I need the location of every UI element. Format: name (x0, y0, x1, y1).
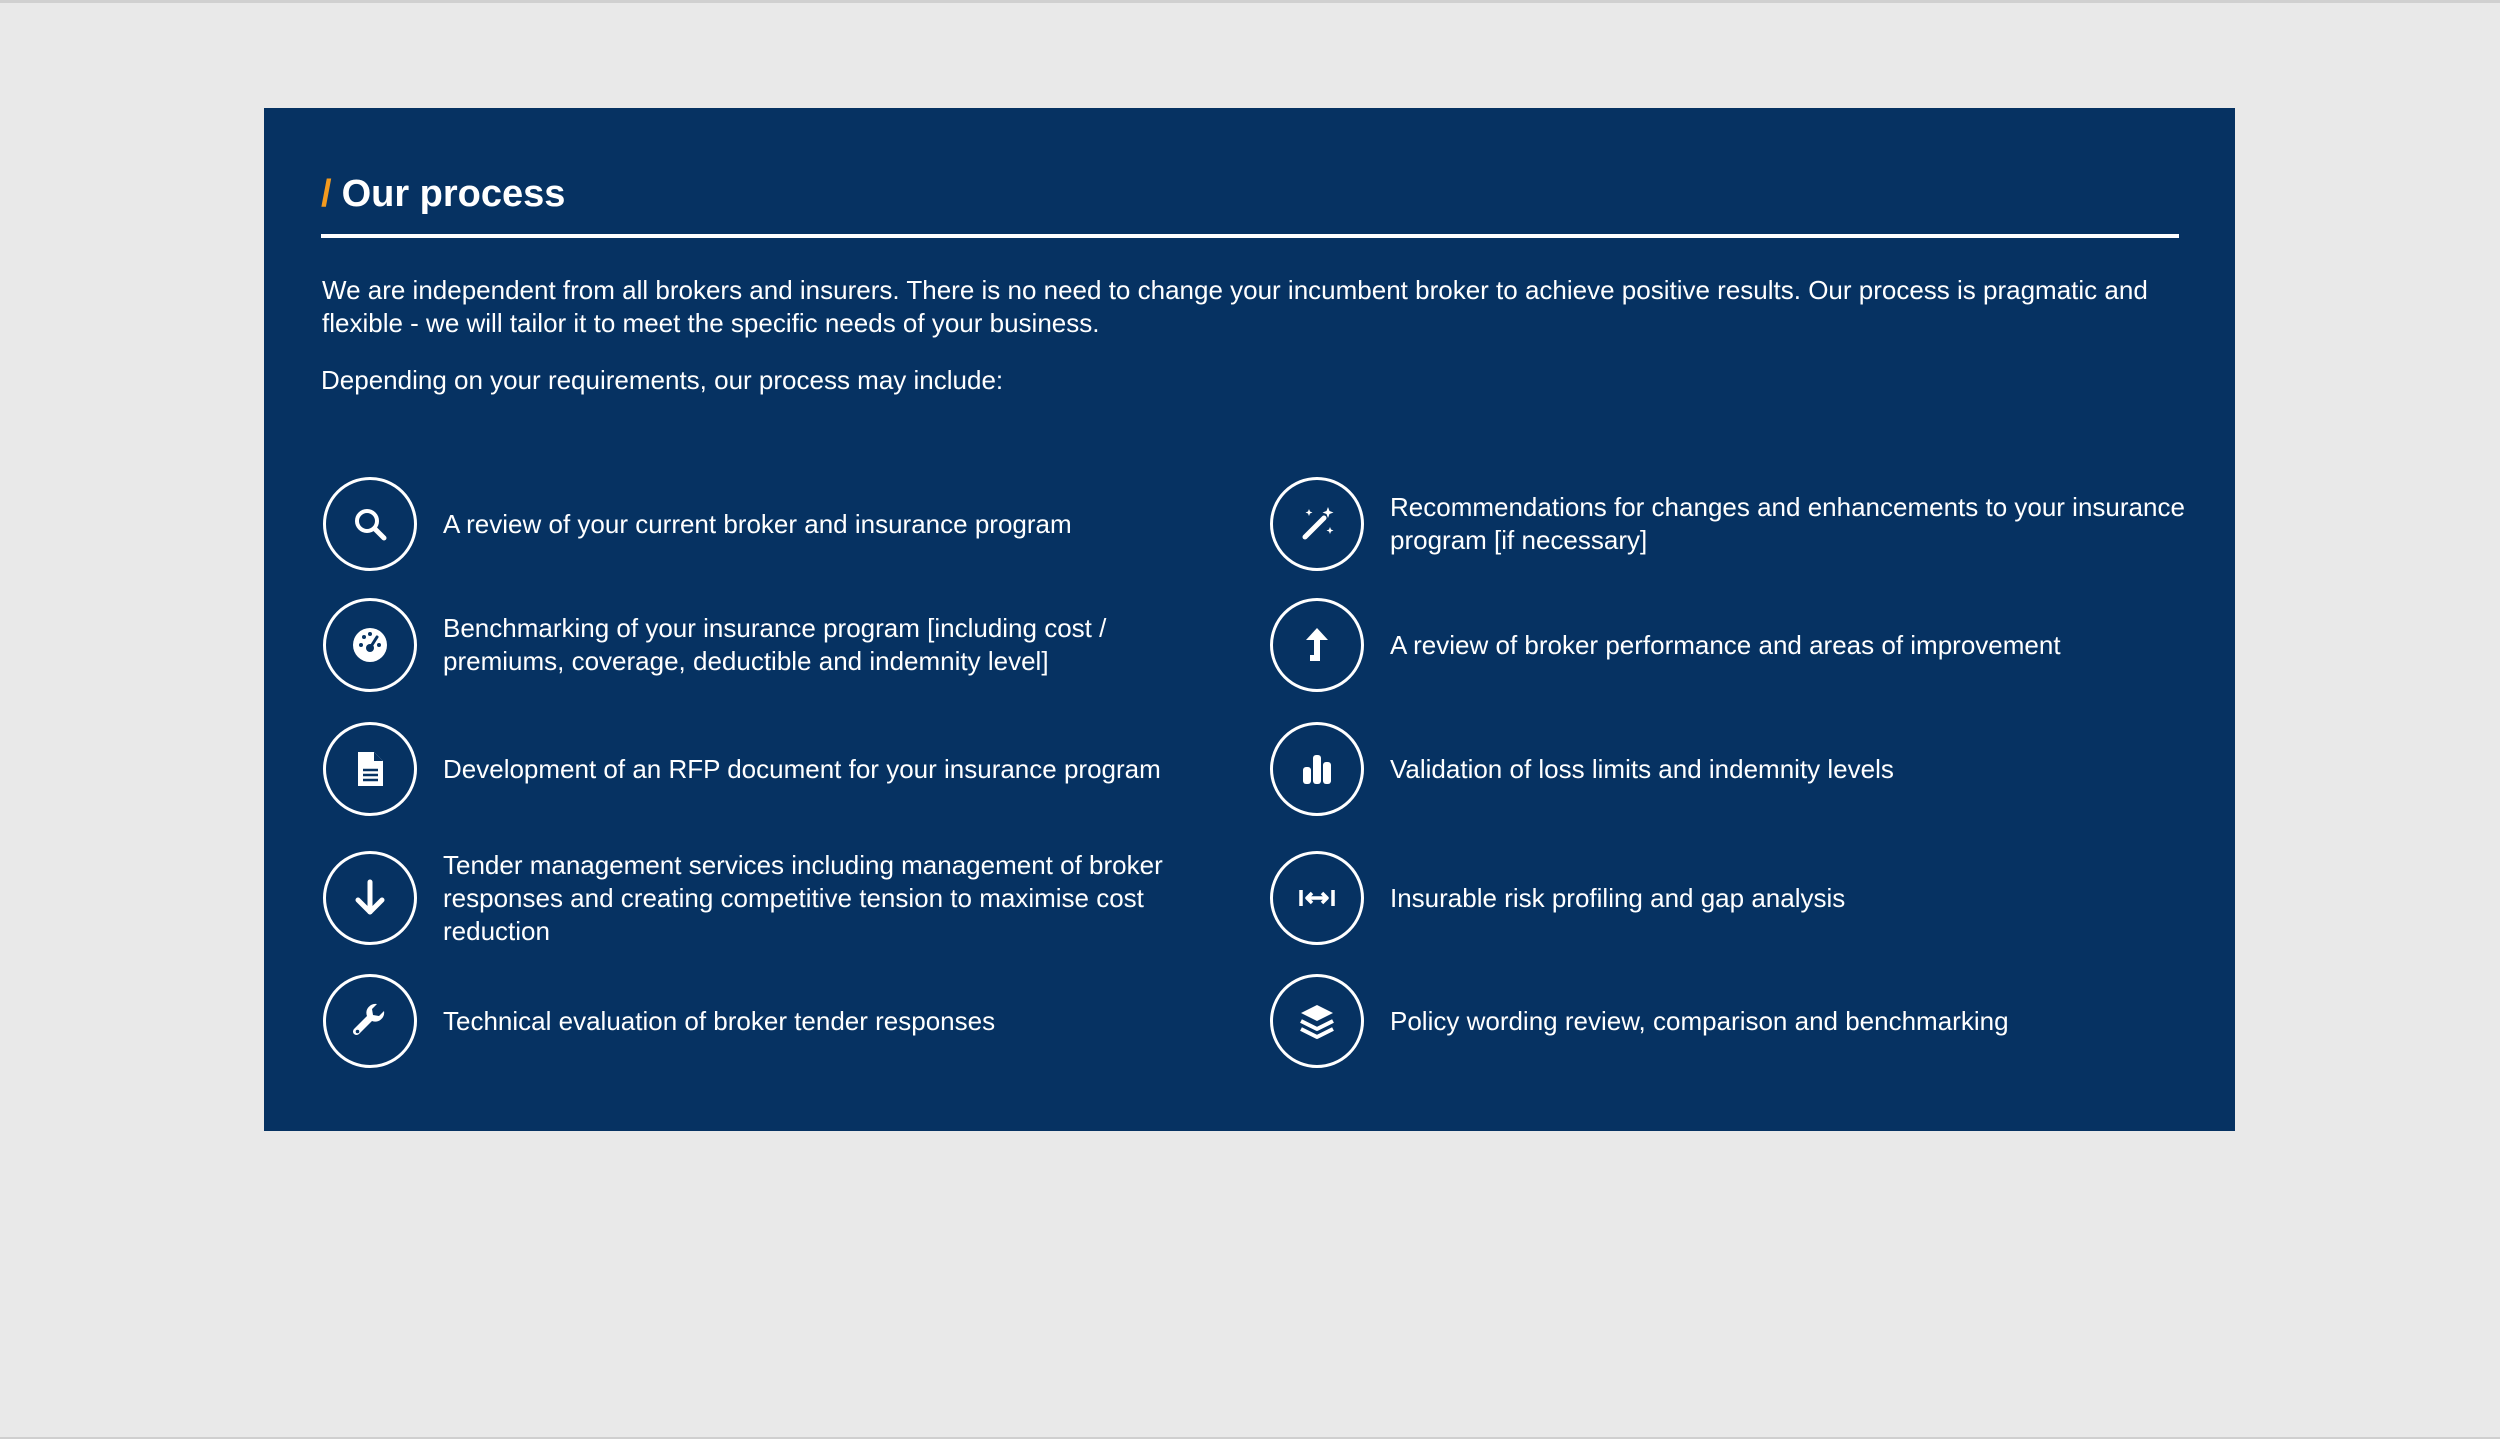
process-item-broker-review (323, 474, 1193, 574)
top-border (0, 0, 2500, 3)
bar-chart-icon (1270, 722, 1364, 816)
section-heading (321, 164, 565, 224)
process-item-text: Technical evaluation of broker tender responses (443, 1005, 996, 1036)
process-item-loss-limits (1270, 719, 2190, 819)
process-item-text: Validation of loss limits and indemnity levels (1390, 753, 1894, 784)
process-item-benchmarking (323, 595, 1193, 695)
process-item-text: A review of broker performance and areas of improvement (1390, 629, 2061, 660)
process-item-text: A review of your current broker and insurance program (443, 508, 1072, 539)
magic-wand-icon (1270, 477, 1364, 571)
process-item-broker-performance (1270, 595, 2190, 695)
section-title: Our process (341, 172, 566, 215)
layers-icon (1270, 974, 1364, 1068)
intro-paragraph: We are independent from all brokers and insurers. There is no need to change your incumbent broker to achieve positive results. Our process is pragmatic and flexible - we will tailor it to meet the specific needs of your business. (322, 275, 2148, 338)
process-item-text: Recommendations for changes and enhancements to your insurance program [if necessary] (1390, 492, 2185, 555)
document-icon (323, 722, 417, 816)
arrow-down-icon (323, 851, 417, 945)
heading-divider (321, 234, 2179, 238)
heading-accent-slash: / (321, 172, 332, 215)
process-item-text: Development of an RFP document for your insurance program (443, 753, 1161, 784)
process-item-text: Insurable risk profiling and gap analysis (1390, 882, 1846, 913)
search-icon (323, 477, 417, 571)
process-item-risk-profiling (1270, 848, 2190, 948)
process-item-technical-evaluation (323, 971, 1193, 1071)
process-item-text: Tender management services including management of broker responses and creating competitive tension to maximise cost reduction (443, 849, 1163, 946)
process-item-tender-management (323, 848, 1193, 948)
process-panel (264, 108, 2235, 1131)
intro-lead: Depending on your requirements, our process may include: (321, 365, 1004, 395)
process-item-text: Benchmarking of your insurance program [including cost / premiums, coverage, deductible and indemnity level] (443, 613, 1107, 676)
process-item-rfp (323, 719, 1193, 819)
process-item-recommendations (1270, 474, 2190, 574)
arrows-horizontal-icon (1270, 851, 1364, 945)
turn-up-arrow-icon (1270, 598, 1364, 692)
gauge-icon (323, 598, 417, 692)
wrench-icon (323, 974, 417, 1068)
process-item-text: Policy wording review, comparison and benchmarking (1390, 1005, 2009, 1036)
process-item-policy-wording (1270, 971, 2190, 1071)
